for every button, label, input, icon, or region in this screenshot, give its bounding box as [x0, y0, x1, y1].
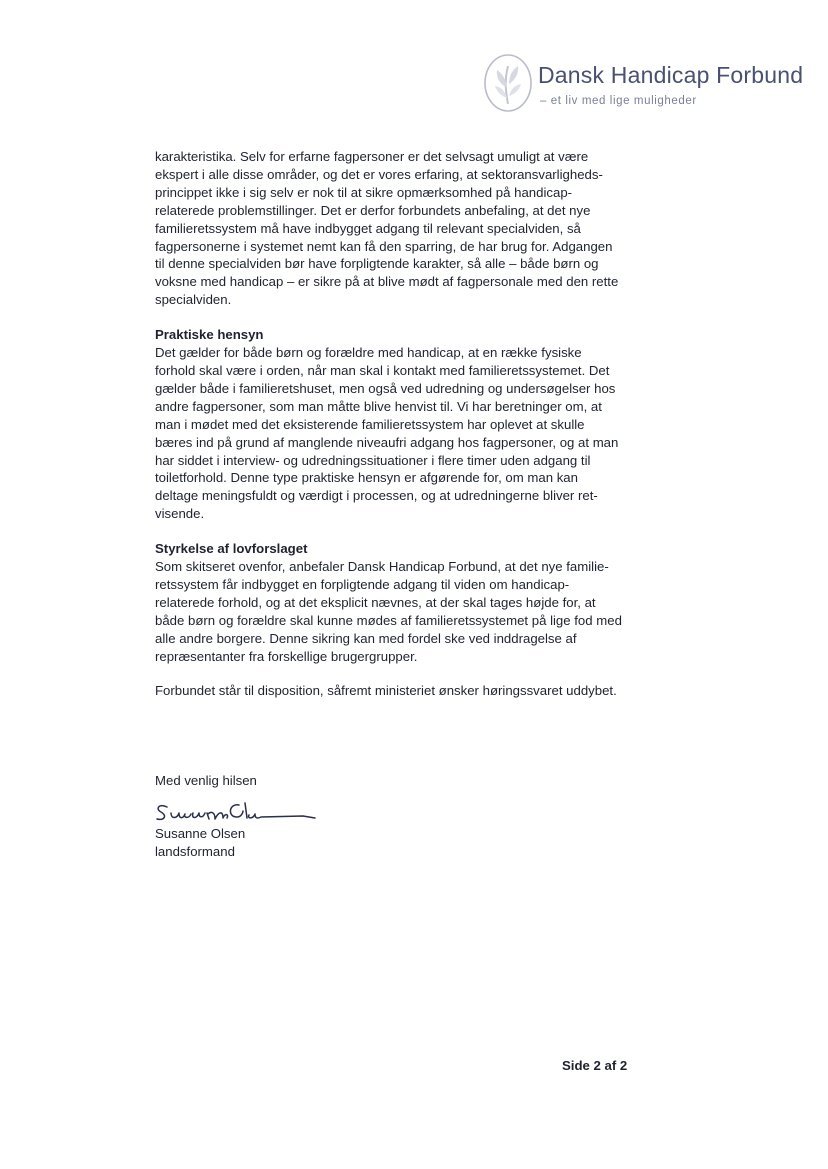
signer-name: Susanne Olsen — [155, 826, 246, 841]
text-line: Det gælder for både børn og forældre med handicap, at en række fysiske — [155, 345, 582, 361]
text-line: man i mødet med det eksisterende familieretssystem har oplevet at skulle — [155, 416, 585, 432]
text-line: bæres ind på grund af manglende niveaufri adgang hos fagpersoner, og at man — [155, 434, 619, 450]
text-line: til denne specialviden bør have forpligtende karakter, så alle – både børn og — [155, 256, 599, 272]
text-line: Som skitseret ovenfor, anbefaler Dansk Handicap Forbund, at det nye familie- — [155, 559, 609, 575]
text-line: specialviden. — [155, 292, 232, 308]
text-line: karakteristika. Selv for erfarne fagpersoner er det selvsagt umuligt at være — [155, 149, 589, 164]
text-line: relaterede forhold, og at det eksplicit nævnes, at der skal tages højde for, at — [155, 594, 596, 610]
practical-paragraph — [155, 344, 633, 523]
strengthening-paragraph — [155, 558, 633, 665]
text-line: forhold skal være i orden, når man skal i kontakt med familieretssystemet. Det — [155, 362, 610, 378]
text-line: visende. — [155, 506, 205, 522]
text-line: repræsentanter fra forskellige brugergrupper. — [155, 648, 418, 664]
text-line: toiletforhold. Denne type praktiske hensyn er afgørende for, om man kan — [155, 470, 578, 486]
organization-name: Dansk Handicap Forbund — [538, 62, 804, 88]
handwritten-signature — [153, 799, 318, 827]
text-line: retssystem får indbygget en forpligtende adgang til viden om handicap- — [155, 576, 570, 592]
text-line: voksne med handicap – er sikre på at blive mødt af fagpersonale med den rette — [155, 274, 619, 290]
text-line: alle andre borgere. Denne sikring kan med fordel ske ved inddragelse af — [155, 630, 577, 646]
text-line: deltage meningsfuldt og værdigt i processen, og at udredningerne bliver ret- — [155, 488, 598, 504]
signer-title: landsformand — [155, 843, 235, 859]
letter-body — [155, 148, 633, 700]
text-line: gælder både i familieretshuset, men også ved udredning og undersøgelser hos — [155, 380, 616, 396]
organization-tagline: – et liv med lige muligheder — [540, 95, 697, 107]
section-heading-strengthening: Styrkelse af lovforslaget — [155, 541, 308, 557]
text-line: fagpersonerne i systemet nemt kan få den sparring, de har brug for. Adgangen — [155, 238, 613, 254]
intro-paragraph — [155, 148, 633, 309]
final-paragraph — [155, 682, 633, 700]
section-heading-practical: Praktiske hensyn — [155, 327, 264, 343]
closing-greeting: Med venlig hilsen — [155, 773, 257, 788]
text-line: relaterede problemstillinger. Det er derfor forbundets anbefaling, at det nye — [155, 202, 591, 218]
text-line: ekspert i alle disse områder, og det er vores erfaring, at sektoransvarligheds- — [155, 166, 603, 182]
text-line: familieretssystem må have indbygget adgang til relevant specialviden, så — [155, 220, 581, 236]
signer-block — [155, 825, 245, 861]
organization-logo — [482, 52, 804, 118]
text-line: har siddet i interview- og udredningssituationer i flere timer uden adgang til — [155, 452, 591, 468]
text-line: Forbundet står til disposition, såfremt ministeriet ønsker høringssvaret uddybet. — [155, 683, 617, 699]
text-line: andre fagpersoner, som man måtte blive henvist til. Vi har beretninger om, at — [155, 398, 602, 414]
logo-emblem-icon — [482, 52, 534, 114]
page-number: Side 2 af 2 — [562, 1058, 628, 1073]
text-line: både børn og forældre skal kunne mødes af familieretssystemet på lige fod med — [155, 612, 622, 628]
text-line: princippet ikke i sig selv er nok til at sikre opmærksomhed på handicap- — [155, 184, 573, 200]
